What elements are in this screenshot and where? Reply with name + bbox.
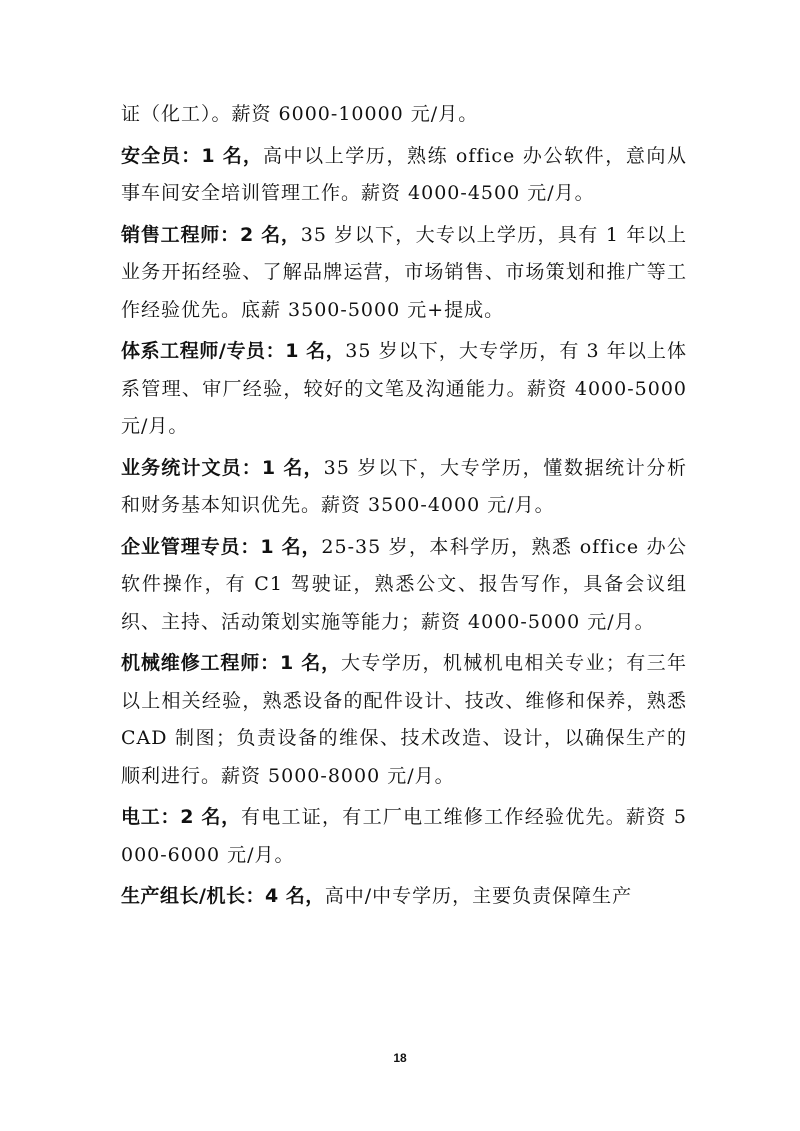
paragraph-text: 高中/中专学历，主要负责保障生产 xyxy=(324,885,633,907)
paragraph-role: 电工：2 名， xyxy=(121,806,241,828)
paragraph-text: 35 岁以下，大专以上学历，具有 1 年以上业务开拓经验、了解品牌运营，市场销售、市场策划和推广等工作经验优先。底薪 3500-5000 元+提成。 xyxy=(121,223,687,321)
paragraph-sales-engineer xyxy=(121,217,687,330)
paragraph-role: 生产组长/机长：4 名， xyxy=(121,885,325,907)
paragraph-role: 业务统计文员：1 名， xyxy=(121,456,324,479)
paragraph-text: 35 岁以下，大专学历，有 3 年以上体系管理、审厂经验，较好的文笔及沟通能力。薪资 4000-5000 元/月。 xyxy=(121,340,687,437)
paragraph-role: 企业管理专员：1 名， xyxy=(121,535,322,558)
paragraph-role: 销售工程师：2 名， xyxy=(121,223,301,246)
paragraph-statistics-clerk xyxy=(121,450,687,525)
paragraph-electrician xyxy=(121,799,687,874)
paragraph-role: 体系工程师/专员：1 名， xyxy=(121,340,346,362)
paragraph-text: 大专学历，机械机电相关专业；有三年以上相关经验，熟悉设备的配件设计、技改、维修和保养，熟悉 CAD 制图；负责设备的维保、技术改造、设计，以确保生产的顺利进行。薪资 5000-8000 元/月。 xyxy=(121,652,687,787)
paragraph-text: 证（化工）。薪资 6000-10000 元/月。 xyxy=(121,103,479,125)
document-body xyxy=(121,96,687,916)
paragraph-safety-officer xyxy=(121,138,687,213)
paragraph-production-leader xyxy=(121,878,687,916)
paragraph-role: 安全员：1 名， xyxy=(121,144,263,167)
paragraph-text: 有电工证，有工厂电工维修工作经验优先。薪资 5000-6000 元/月。 xyxy=(121,806,687,866)
page-number: 18 xyxy=(393,1051,407,1065)
paragraph-system-engineer xyxy=(121,333,687,446)
paragraph-text: 25-35 岁，本科学历，熟悉 office 办公软件操作，有 C1 驾驶证，熟悉公文、报告写作，具备会议组织、主持、活动策划实施等能力；薪资 4000-5000 元/月。 xyxy=(121,535,688,633)
paragraph-text: 高中以上学历，熟练 office 办公软件，意向从事车间安全培训管理工作。薪资 4000-4500 元/月。 xyxy=(121,144,688,204)
paragraph-continuation xyxy=(121,96,687,134)
paragraph-role: 机械维修工程师：1 名， xyxy=(121,652,341,674)
paragraph-management-specialist xyxy=(121,529,687,642)
paragraph-maintenance-engineer xyxy=(121,645,687,795)
paragraph-text: 35 岁以下，大专学历，懂数据统计分析和财务基本知识优先。薪资 3500-4000 元/月。 xyxy=(121,456,688,516)
